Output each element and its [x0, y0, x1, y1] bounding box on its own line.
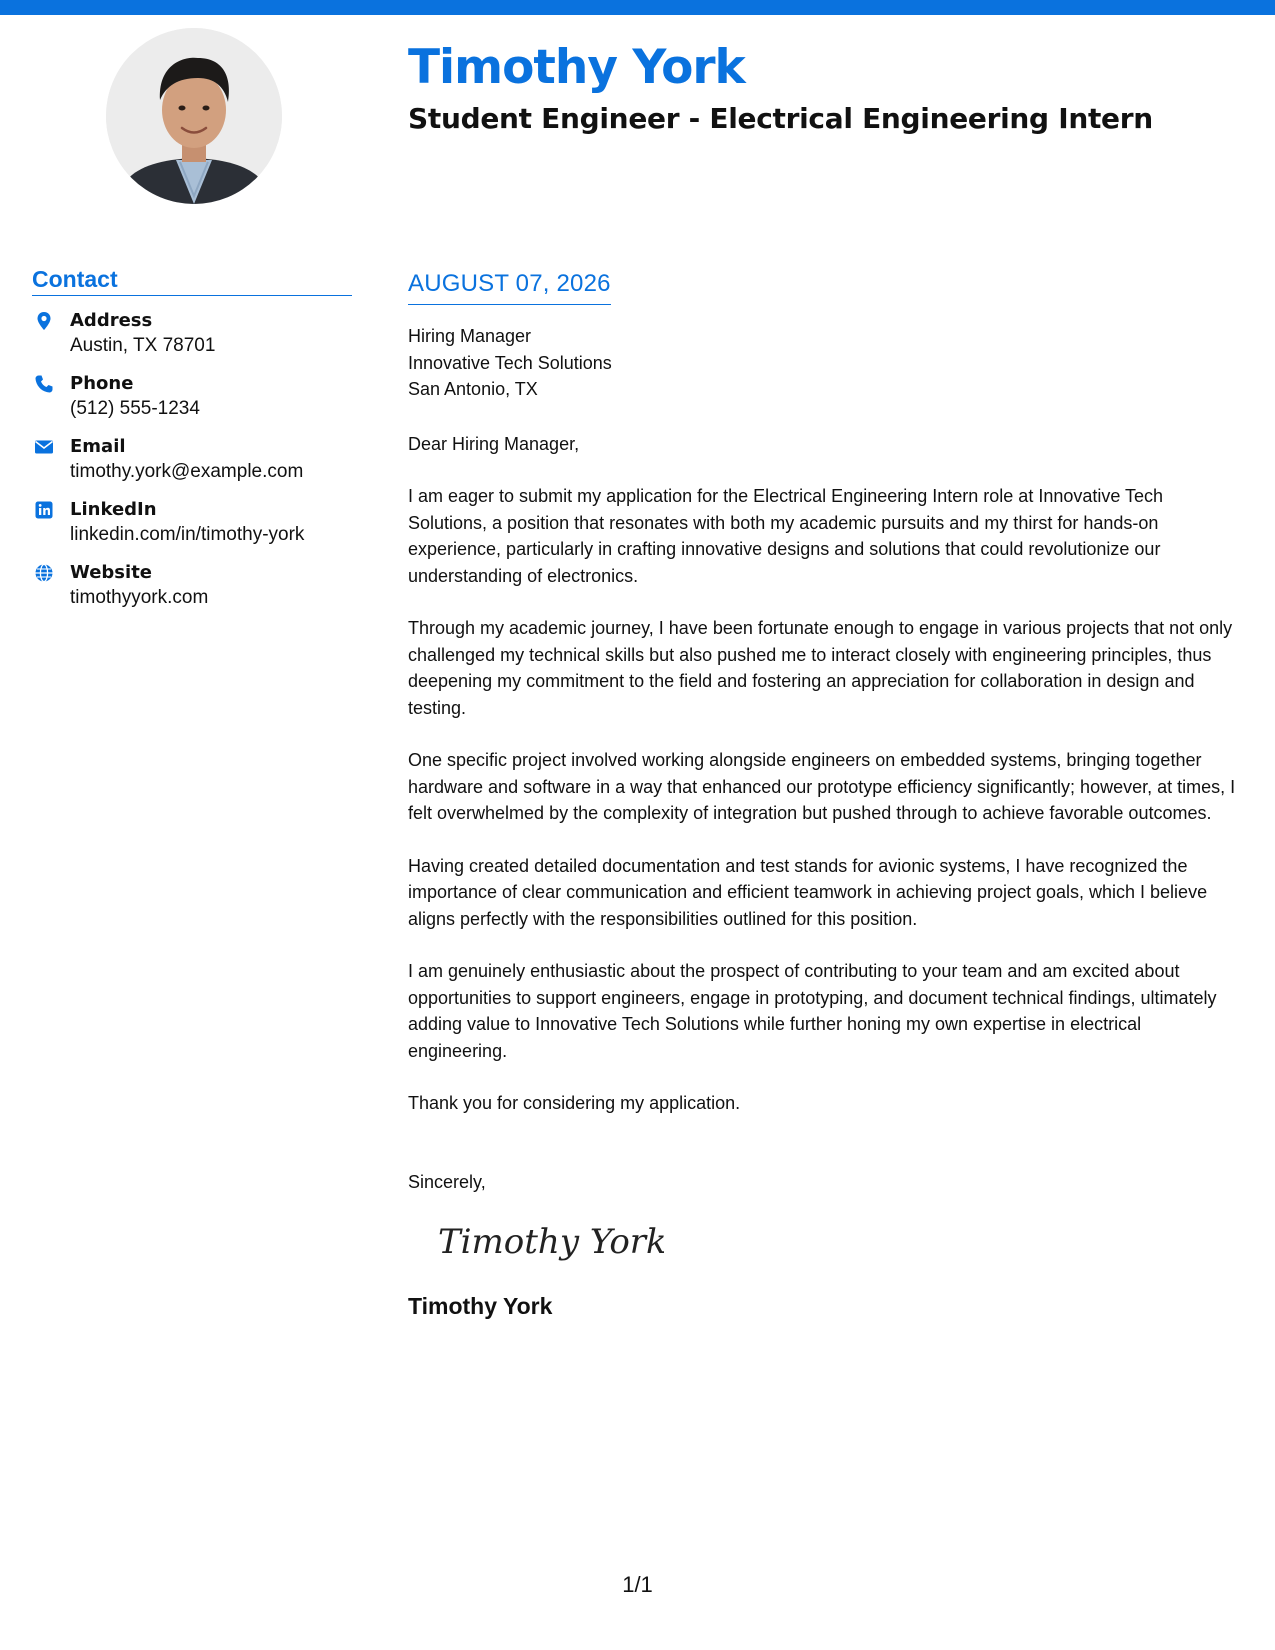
- recipient-block: [408, 323, 1240, 403]
- handwritten-signature: [434, 1213, 1240, 1271]
- contact-item-linkedin[interactable]: [32, 497, 352, 560]
- contact-item-email[interactable]: [32, 434, 352, 497]
- email-link[interactable]: timothy.york@example.com: [70, 461, 304, 482]
- linkedin-link[interactable]: linkedin.com/in/timothy-york: [70, 524, 305, 545]
- svg-text:Timothy York: Timothy York: [438, 1222, 664, 1262]
- letter-paragraph: Having created detailed documentation and test stands for avionic systems, I have recognized the importance of clear communication and efficient teamwork in achieving project goals, which I believe aligns perfectly with the responsibilities outlined for this position.: [408, 855, 1208, 929]
- letter-paragraph: Through my academic journey, I have been fortunate enough to engage in various projects that not only challenged my technical skills but also pushed me to interact closely with engineering principles, thus deepening my commitment to the field and fostering an appreciation for collaboration in design and testing.: [408, 618, 1233, 718]
- envelope-icon: [34, 437, 54, 457]
- recipient-line: Innovative Tech Solutions: [408, 352, 612, 373]
- globe-icon: [34, 563, 54, 583]
- contact-value: (512) 555-1234: [70, 398, 200, 419]
- letter-date: AUGUST 07, 2026: [408, 270, 611, 305]
- linkedin-icon: [34, 500, 54, 520]
- applicant-title: Student Engineer - Electrical Engineering Intern: [408, 102, 1153, 135]
- contact-label: Phone: [70, 373, 134, 394]
- contact-label: Website: [70, 562, 153, 583]
- phone-icon: [34, 374, 54, 394]
- contact-label: LinkedIn: [70, 499, 157, 520]
- contact-heading: Contact: [32, 266, 352, 296]
- letter-paragraph: Thank you for considering my application.: [408, 1093, 741, 1113]
- contact-list: [32, 308, 352, 623]
- letter-paragraph: I am eager to submit my application for the Electrical Engineering Intern role at Innovative Tech Solutions, a position that resonates with both my academic pursuits and my thirst for hands-on experience, particularly in crafting innovative designs and solutions that could revolutionize our understanding of electronics.: [408, 486, 1164, 586]
- contact-label: Email: [70, 436, 126, 457]
- letter-body: [408, 270, 1240, 1320]
- letter-paragraph: One specific project involved working alongside engineers on embedded systems, bringing together hardware and software in a way that enhanced our prototype efficiency significantly; however, at times, I felt overwhelmed by the complexity of integration but pushed through to achieve favorable outcomes.: [408, 750, 1236, 823]
- contact-item-website[interactable]: [32, 560, 352, 623]
- top-accent-bar: [0, 0, 1275, 15]
- applicant-name: Timothy York: [408, 40, 745, 95]
- contact-value: Austin, TX 78701: [70, 335, 216, 356]
- recipient-line: Hiring Manager: [408, 326, 532, 346]
- closing: Sincerely,: [408, 1171, 486, 1192]
- contact-sidebar: [32, 266, 352, 623]
- profile-photo: [106, 28, 282, 204]
- salutation: Dear Hiring Manager,: [408, 433, 580, 454]
- page-number: 1/1: [622, 1572, 653, 1597]
- recipient-line: San Antonio, TX: [408, 379, 538, 399]
- contact-item-phone: [32, 371, 352, 434]
- signer-name: Timothy York: [408, 1293, 553, 1319]
- contact-label: Address: [70, 310, 153, 331]
- map-pin-icon: [34, 311, 54, 331]
- contact-item-address: [32, 308, 352, 371]
- website-link[interactable]: timothyyork.com: [70, 587, 209, 608]
- letter-paragraph: I am genuinely enthusiastic about the prospect of contributing to your team and am excited about opportunities to support engineers, engage in prototyping, and document technical findings, ultimately adding value to Innovative Tech Solutions while further honing my own expertise in electrical engineering.: [408, 961, 1217, 1061]
